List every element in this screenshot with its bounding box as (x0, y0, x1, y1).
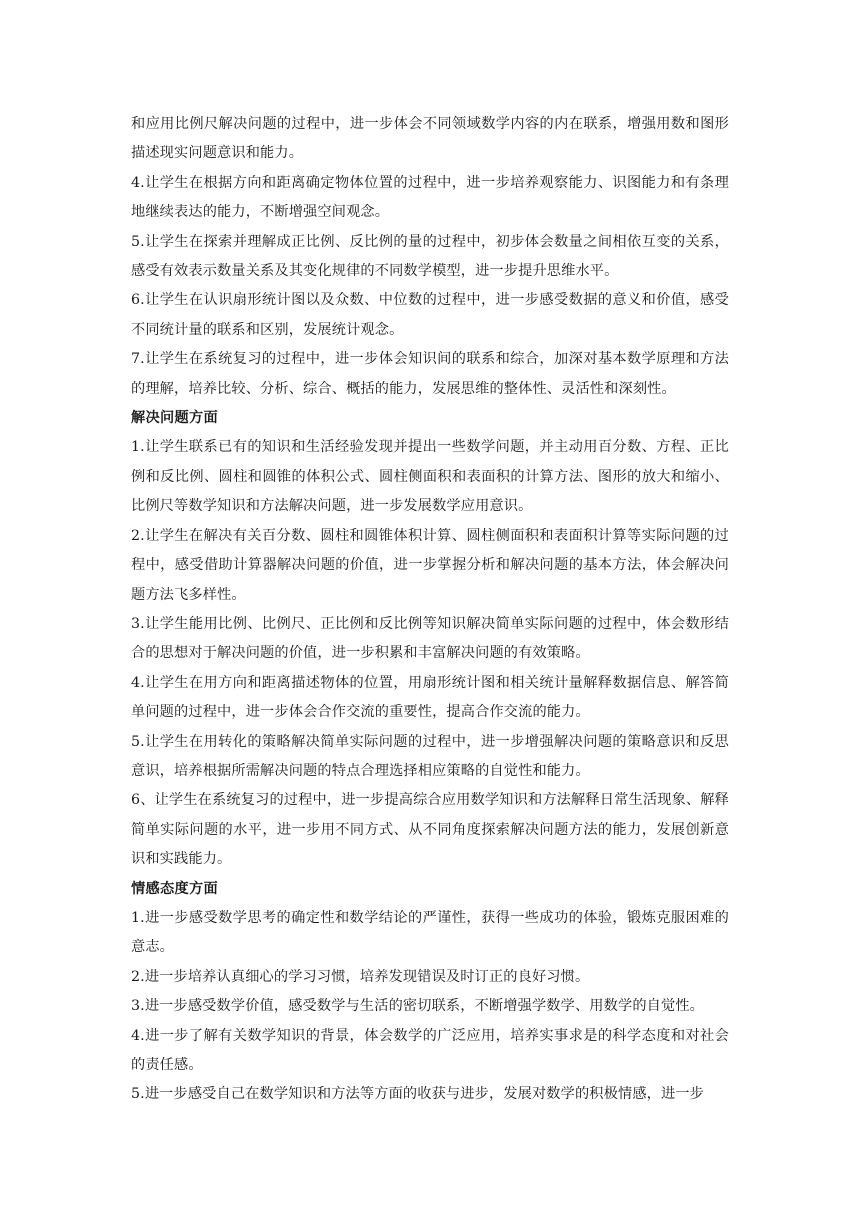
paragraph-attitude-1: 1.进一步感受数学思考的确定性和数学结论的严谨性，获得一些成功的体验，锻炼克服困难的意志。 (131, 909, 729, 956)
paragraph-attitude-2: 2.进一步培养认真细心的学习习惯，培养发现错误及时订正的良好习惯。 (131, 968, 590, 985)
document-body (131, 110, 729, 1110)
paragraph-goal-4: 4.让学生在根据方向和距离确定物体位置的过程中，进一步培养观察能力、识图能力和有条理地继续表达的能力，不断增强空间观念。 (131, 174, 729, 221)
paragraph-attitude-4: 4.进一步了解有关数学知识的背景，体会数学的广泛应用，培养实事求是的科学态度和对社会的责任感。 (131, 1027, 729, 1073)
paragraph-problem-6: 6、让学生在系统复习的过程中，进一步提高综合应用数学知识和方法解释日常生活现象、解释简单实际问题的水平，进一步用不同方式、从不同角度探索解决问题方法的能力，发展创新意识和实践能力。 (131, 792, 729, 868)
paragraph-problem-5: 5.让学生在用转化的策略解决简单实际问题的过程中，进一步增强解决问题的策略意识和反思意识，培养根据所需解决问题的特点合理选择相应策略的自觉性和能力。 (131, 733, 729, 779)
paragraph-problem-4: 4.让学生在用方向和距离描述物体的位置，用扇形统计图和相关统计量解释数据信息、解答简单问题的过程中，进一步体会合作交流的重要性，提高合作交流的能力。 (131, 674, 729, 721)
paragraph-problem-2: 2.让学生在解决有关百分数、圆柱和圆锥体积计算、圆柱侧面积和表面积计算等实际问题的过程中，感受借助计算器解决问题的价值，进一步掌握分析和解决问题的基本方法，体会解决问题方法飞多样性。 (131, 527, 729, 603)
paragraph-attitude-3: 3.进一步感受数学价值，感受数学与生活的密切联系，不断增强学数学、用数学的自觉性。 (131, 998, 705, 1015)
paragraph-problem-1: 1.让学生联系已有的知识和生活经验发现并提出一些数学问题，并主动用百分数、方程、正比例和反比例、圆柱和圆锥的体积公式、圆柱侧面积和表面积的计算方法、图形的放大和缩小、比例尺等数学知识和方法解决问题，进一步发展数学应用意识。 (131, 439, 729, 515)
paragraph-goal-7: 7.让学生在系统复习的过程中，进一步体会知识间的联系和综合，加深对基本数学原理和方法的理解，培养比较、分析、综合、概括的能力，发展思维的整体性、灵活性和深刻性。 (131, 351, 729, 397)
paragraph-continuation: 和应用比例尺解决问题的过程中，进一步体会不同领域数学内容的内在联系，增强用数和图形描述现实问题意识和能力。 (131, 116, 729, 162)
section-heading-attitude: 情感态度方面 (131, 880, 218, 897)
paragraph-goal-6: 6.让学生在认识扇形统计图以及众数、中位数的过程中，进一步感受数据的意义和价值，感受不同统计量的联系和区别，发展统计观念。 (131, 292, 729, 338)
section-heading-problem-solving: 解决问题方面 (131, 410, 218, 427)
paragraph-attitude-5: 5.进一步感受自己在数学知识和方法等方面的收获与进步，发展对数学的积极情感，进一步 (131, 1086, 705, 1103)
paragraph-problem-3: 3.让学生能用比例、比例尺、正比例和反比例等知识解决简单实际问题的过程中，体会数形结合的思想对于解决问题的价值，进一步积累和丰富解决问题的有效策略。 (131, 615, 729, 662)
paragraph-goal-5: 5.让学生在探索并理解成正比例、反比例的量的过程中，初步体会数量之间相依互变的关系，感受有效表示数量关系及其变化规律的不同数学模型，进一步提升思维水平。 (131, 233, 729, 280)
